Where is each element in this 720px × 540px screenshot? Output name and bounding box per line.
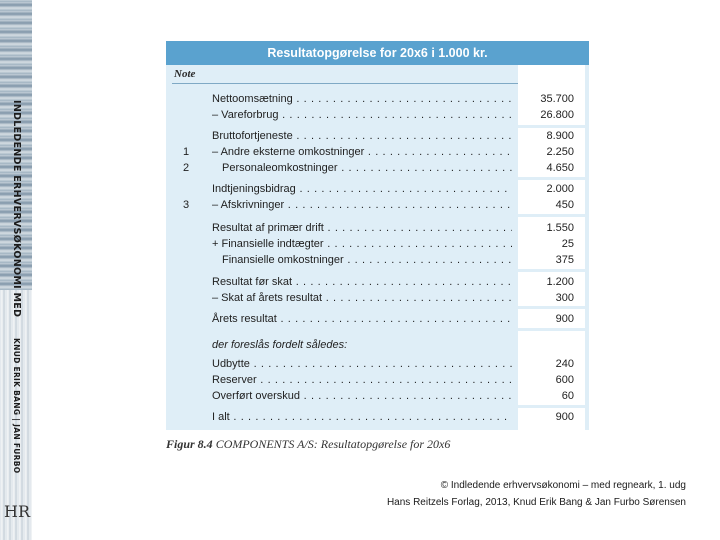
table-row [166, 373, 589, 388]
table-row [166, 237, 589, 252]
row-label: Reserver . . . [212, 373, 512, 388]
table-row [166, 182, 589, 197]
row-label: Resultat af primær drift . . . [212, 221, 512, 236]
row-value: 35.700 [540, 93, 574, 105]
row-label: – Afskrivninger . . . [212, 198, 512, 213]
row-value: 240 [555, 358, 574, 370]
row-label: I alt . . . [212, 410, 512, 425]
row-value: 600 [555, 374, 574, 386]
table-row [166, 410, 589, 425]
group-separator [518, 269, 589, 272]
copyright-footer [286, 477, 686, 511]
row-label: Overført overskud . . . [212, 389, 512, 404]
copyright-line-2: Hans Reitzels Forlag, 2013, Knud Erik Bang & Jan Furbo Sørensen [386, 497, 686, 508]
row-label: – Andre eksterne omkostninger . . . [212, 145, 512, 160]
row-label: – Skat af årets resultat . . . [212, 291, 512, 306]
figure-caption [166, 437, 450, 452]
row-value: 900 [555, 313, 574, 325]
row-label: – Vareforbrug . . . [212, 108, 512, 123]
row-value: 900 [555, 411, 574, 423]
row-value: 26.800 [540, 109, 574, 121]
group-separator [518, 214, 589, 217]
row-value: 1.200 [546, 276, 574, 288]
table-row [166, 161, 589, 176]
group-separator [518, 177, 589, 180]
table-row [166, 291, 589, 306]
spine-title: INDLEDENDE ERHVERVSØKONOMI MED [11, 100, 22, 318]
row-value: 2.000 [546, 183, 574, 195]
table-row [166, 129, 589, 144]
publisher-logo: HR [4, 502, 30, 521]
book-spine [0, 0, 32, 540]
row-label: Resultat før skat . . . [212, 275, 512, 290]
table-row [166, 389, 589, 404]
row-value: 60 [561, 390, 574, 402]
row-label: Finansielle omkostninger . . . [222, 253, 512, 268]
copyright-line-1: © Indledende erhvervsøkonomi – med regneark, 1. udg [440, 480, 686, 491]
note-column-header: Note [174, 68, 196, 80]
table-row [166, 275, 589, 290]
row-label: + Finansielle indtægter . . . [212, 237, 512, 252]
group-separator [518, 328, 589, 331]
table-row [166, 145, 589, 160]
table-row [166, 253, 589, 268]
row-label: Nettoomsætning . . . [212, 92, 512, 107]
table-row [166, 338, 589, 353]
row-label: Udbytte . . . [212, 357, 512, 372]
row-value: 8.900 [546, 130, 574, 142]
row-value: 2.250 [546, 146, 574, 158]
row-label: Indtjeningsbidrag . . . [212, 182, 512, 197]
row-value: 25 [561, 238, 574, 250]
table-row [166, 221, 589, 236]
note-number: 1 [183, 146, 190, 158]
table-row [166, 312, 589, 327]
note-number: 2 [183, 162, 190, 174]
table-row [166, 92, 589, 107]
table-row [166, 357, 589, 372]
row-label: Årets resultat . . . [212, 312, 512, 327]
row-label: Bruttofortjeneste . . . [212, 129, 512, 144]
header-rule [172, 83, 518, 84]
row-value: 4.650 [546, 162, 574, 174]
row-value: 375 [555, 254, 574, 266]
spine-authors: KNUD ERIK BANG | JAN FURBO [12, 338, 21, 474]
table-row [166, 108, 589, 123]
income-statement-table [166, 41, 589, 430]
group-separator [518, 405, 589, 408]
figure-number: Figur 8.4 [166, 437, 213, 451]
row-value: 1.550 [546, 222, 574, 234]
row-label: der foreslås fordelt således: [212, 339, 348, 351]
figure-caption-text: COMPONENTS A/S: Resultatopgørelse for 20x6 [215, 437, 451, 451]
row-value: 450 [555, 199, 574, 211]
note-number: 3 [183, 199, 190, 211]
table-title: Resultatopgørelse for 20x6 i 1.000 kr. [166, 41, 589, 65]
row-label: Personaleomkostninger . . . [222, 161, 512, 176]
group-separator [518, 125, 589, 128]
row-value: 300 [555, 292, 574, 304]
group-separator [518, 306, 589, 309]
table-row [166, 198, 589, 213]
